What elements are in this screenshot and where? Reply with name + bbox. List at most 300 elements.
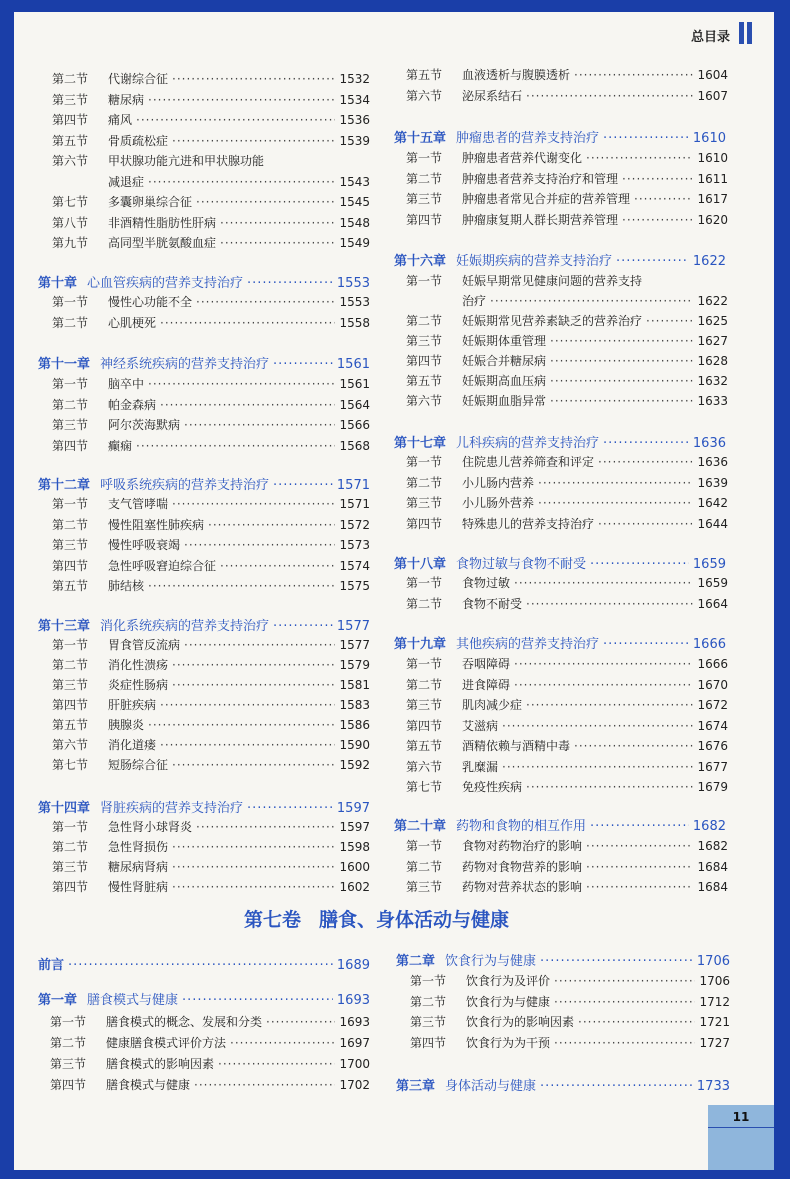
page-ref: 1577 bbox=[339, 638, 370, 652]
leader-dots bbox=[68, 958, 333, 973]
section-title: 健康膳食模式评价方法 bbox=[106, 1036, 227, 1050]
section-number: 第五节 bbox=[406, 374, 443, 388]
page-ref: 1607 bbox=[697, 89, 728, 103]
toc-section-entry bbox=[52, 676, 370, 693]
page-ref: 1642 bbox=[697, 496, 728, 510]
leader-dots bbox=[590, 557, 689, 572]
toc-section-entry bbox=[410, 1034, 730, 1051]
chapter-title: 肿瘤患者的营养支持治疗 bbox=[456, 131, 600, 146]
section-number: 第六节 bbox=[406, 759, 443, 774]
section-title: 小儿肠内营养 bbox=[462, 475, 535, 490]
leader-dots bbox=[172, 678, 335, 692]
toc-section-entry bbox=[410, 1013, 730, 1030]
section-number: 第二节 bbox=[52, 840, 89, 854]
chapter-title: 膳食模式与健康 bbox=[87, 993, 179, 1008]
leader-dots bbox=[598, 517, 693, 531]
page-ref: 1636 bbox=[697, 455, 728, 469]
toc-section-entry bbox=[406, 676, 728, 693]
leader-dots bbox=[616, 254, 689, 269]
leader-dots bbox=[578, 1015, 695, 1029]
section-title: 多囊卵巢综合征 bbox=[108, 195, 193, 209]
section-number: 第七节 bbox=[52, 758, 89, 772]
page-ref: 1558 bbox=[339, 315, 370, 330]
leader-dots bbox=[526, 698, 693, 712]
section-number: 第四节 bbox=[406, 354, 443, 368]
section-number: 第八节 bbox=[52, 215, 89, 230]
section-title: 饮食行为与健康 bbox=[466, 994, 551, 1009]
section-number: 第二节 bbox=[406, 314, 443, 328]
section-title: 进食障碍 bbox=[462, 677, 511, 692]
toc-section-entry bbox=[52, 132, 370, 149]
header-bar-decoration bbox=[747, 22, 752, 44]
page-ref: 1536 bbox=[339, 113, 370, 127]
toc-section-entry bbox=[406, 858, 728, 875]
section-title: 妊娠期血脂异常 bbox=[462, 394, 547, 408]
toc-chapter-entry bbox=[394, 553, 726, 572]
section-number: 第一节 bbox=[406, 455, 443, 469]
section-title: 甲状腺功能亢进和甲状腺功能 bbox=[108, 154, 265, 168]
leader-dots bbox=[502, 760, 693, 774]
section-number: 第二节 bbox=[406, 171, 443, 186]
section-number: 第二节 bbox=[52, 658, 89, 672]
page-ref: 1666 bbox=[692, 637, 726, 652]
leader-dots bbox=[148, 377, 335, 391]
page-ref: 1597 bbox=[336, 801, 370, 816]
toc-section-entry bbox=[406, 372, 728, 389]
section-number: 第一节 bbox=[52, 295, 89, 309]
section-title: 阿尔茨海默病 bbox=[108, 418, 181, 432]
section-title: 膳食模式的影响因素 bbox=[106, 1057, 215, 1071]
page-ref: 1579 bbox=[339, 658, 370, 672]
page-ref: 1666 bbox=[697, 657, 728, 671]
chapter-number: 第十六章 bbox=[394, 254, 447, 269]
section-number: 第四节 bbox=[52, 558, 89, 573]
toc-section-entry bbox=[406, 837, 728, 854]
section-title: 妊娠合并糖尿病 bbox=[462, 354, 547, 368]
leader-dots bbox=[247, 801, 333, 816]
leader-dots bbox=[550, 334, 693, 348]
page-ref: 1622 bbox=[697, 294, 728, 308]
section-number: 第二节 bbox=[406, 859, 443, 874]
page-ref: 1636 bbox=[692, 436, 726, 451]
toc-section-entry bbox=[52, 91, 370, 108]
page-ref: 1568 bbox=[339, 438, 370, 453]
page-ref: 1633 bbox=[697, 394, 728, 408]
toc-chapter-entry bbox=[394, 250, 726, 269]
toc-section-entry bbox=[406, 292, 728, 309]
leader-dots bbox=[603, 131, 689, 146]
leader-dots bbox=[148, 93, 335, 107]
chapter-number: 第三章 bbox=[396, 1079, 436, 1094]
section-title: 急性肾小球肾炎 bbox=[108, 820, 193, 834]
page-ref: 1548 bbox=[339, 215, 370, 230]
toc-section-entry bbox=[52, 416, 370, 433]
page-ref: 1706 bbox=[699, 974, 730, 988]
page-ref: 1632 bbox=[697, 374, 728, 388]
page-ref: 1721 bbox=[699, 1015, 730, 1029]
leader-dots bbox=[554, 995, 695, 1009]
leader-dots bbox=[598, 455, 693, 469]
toc-section-entry bbox=[406, 595, 728, 612]
leader-dots bbox=[646, 314, 693, 328]
volume-title bbox=[244, 905, 527, 932]
section-number: 第四节 bbox=[406, 516, 443, 531]
section-number: 第四节 bbox=[406, 212, 443, 227]
leader-dots bbox=[160, 738, 335, 752]
page-ref: 1592 bbox=[339, 758, 370, 772]
leader-dots bbox=[538, 476, 693, 490]
leader-dots bbox=[514, 657, 693, 671]
section-title: 消化道瘘 bbox=[108, 738, 157, 752]
toc-section-entry bbox=[52, 495, 370, 512]
toc-chapter-entry bbox=[394, 815, 726, 834]
section-number: 第三节 bbox=[50, 1057, 87, 1071]
section-number: 第五节 bbox=[52, 579, 89, 593]
leader-dots bbox=[220, 236, 335, 250]
toc-chapter-entry bbox=[38, 353, 370, 372]
page-ref: 1664 bbox=[697, 596, 728, 611]
toc-section-entry bbox=[406, 453, 728, 470]
section-title: 慢性心功能不全 bbox=[108, 295, 193, 309]
leader-dots bbox=[160, 698, 335, 712]
leader-dots bbox=[538, 496, 693, 510]
toc-chapter-entry bbox=[38, 474, 370, 493]
leader-dots bbox=[196, 195, 335, 209]
section-number: 第二节 bbox=[406, 596, 443, 611]
toc-section-entry bbox=[52, 858, 370, 875]
section-number: 第一节 bbox=[406, 274, 443, 288]
page-ref: 1610 bbox=[692, 131, 726, 146]
section-title: 饮食行为及评价 bbox=[466, 974, 551, 988]
chapter-title: 呼吸系统疾病的营养支持治疗 bbox=[100, 478, 270, 493]
leader-dots bbox=[172, 880, 335, 894]
leader-dots bbox=[182, 993, 333, 1008]
leader-dots bbox=[172, 497, 335, 511]
section-number: 第五节 bbox=[52, 133, 89, 148]
leader-dots bbox=[490, 294, 693, 308]
section-number: 第三节 bbox=[406, 334, 443, 348]
toc-chapter-entry bbox=[38, 989, 370, 1008]
page-ref: 1644 bbox=[697, 516, 728, 531]
leader-dots bbox=[603, 637, 689, 652]
section-number: 第二节 bbox=[406, 475, 443, 490]
section-title: 肝脏疾病 bbox=[108, 698, 157, 712]
chapter-number: 第一章 bbox=[38, 993, 78, 1008]
toc-chapter-entry bbox=[394, 633, 726, 652]
leader-dots bbox=[586, 880, 693, 894]
leader-dots bbox=[603, 436, 689, 451]
section-title: 糖尿病肾病 bbox=[108, 860, 169, 874]
toc-section-entry bbox=[406, 878, 728, 895]
leader-dots bbox=[550, 374, 693, 388]
section-title: 药物对食物营养的影响 bbox=[462, 859, 583, 874]
toc-section-entry bbox=[406, 696, 728, 713]
page-ref: 1583 bbox=[339, 698, 370, 712]
toc-chapter-entry bbox=[38, 615, 370, 634]
section-number: 第四节 bbox=[410, 1035, 447, 1050]
page-ref: 1572 bbox=[339, 517, 370, 532]
chapter-number: 第十九章 bbox=[394, 637, 447, 652]
toc-chapter-entry bbox=[38, 797, 370, 816]
leader-dots bbox=[273, 357, 333, 372]
chapter-number: 第十四章 bbox=[38, 801, 91, 816]
section-title: 慢性肾脏病 bbox=[108, 880, 169, 894]
section-title: 肺结核 bbox=[108, 579, 145, 593]
leader-dots bbox=[194, 1078, 335, 1092]
toc-section-entry bbox=[52, 111, 370, 128]
leader-dots bbox=[554, 1036, 695, 1050]
chapter-title: 肾脏疾病的营养支持治疗 bbox=[100, 801, 244, 816]
leader-dots bbox=[208, 518, 335, 532]
section-title: 帕金森病 bbox=[108, 397, 157, 412]
section-number: 第一节 bbox=[410, 974, 447, 988]
section-title: 食物不耐受 bbox=[462, 596, 523, 611]
toc-section-entry bbox=[406, 737, 728, 754]
leader-dots bbox=[196, 820, 335, 834]
page-ref: 1602 bbox=[339, 880, 370, 894]
toc-section-entry bbox=[52, 878, 370, 895]
toc-section-entry bbox=[52, 656, 370, 673]
section-number: 第二节 bbox=[52, 315, 89, 330]
page-ref: 1561 bbox=[339, 377, 370, 391]
volume-number: 第七卷 bbox=[244, 909, 302, 931]
page-ref: 1625 bbox=[697, 314, 728, 328]
page-ref: 1727 bbox=[699, 1035, 730, 1050]
toc-section-entry bbox=[406, 312, 728, 329]
toc-chapter-entry bbox=[38, 272, 370, 291]
page-ref: 1659 bbox=[692, 557, 726, 572]
section-number: 第四节 bbox=[52, 113, 89, 127]
leader-dots bbox=[136, 113, 335, 127]
leader-dots bbox=[574, 68, 693, 82]
toc-section-entry bbox=[52, 234, 370, 251]
leader-dots bbox=[586, 151, 693, 165]
chapter-number: 第十五章 bbox=[394, 131, 447, 146]
page-ref: 1590 bbox=[339, 738, 370, 752]
leader-dots bbox=[148, 718, 335, 732]
leader-dots bbox=[136, 439, 335, 453]
section-number: 第四节 bbox=[52, 880, 89, 894]
leader-dots bbox=[526, 597, 693, 611]
leader-dots bbox=[526, 89, 693, 103]
page-ref: 1733 bbox=[696, 1079, 730, 1094]
leader-dots bbox=[184, 638, 335, 652]
toc-section-entry bbox=[52, 838, 370, 855]
section-title: 高同型半胱氨酸血症 bbox=[108, 236, 217, 250]
section-number: 第五节 bbox=[406, 68, 443, 82]
page-ref: 1575 bbox=[339, 579, 370, 593]
toc-section-entry bbox=[52, 193, 370, 210]
section-title: 非酒精性脂肪性肝病 bbox=[108, 215, 217, 230]
leader-dots bbox=[220, 559, 335, 573]
section-number: 第二节 bbox=[406, 677, 443, 692]
toc-chapter-entry bbox=[396, 950, 730, 969]
page-ref: 1670 bbox=[697, 677, 728, 692]
section-title: 心肌梗死 bbox=[108, 315, 157, 330]
section-number: 第二节 bbox=[52, 517, 89, 532]
section-number: 第一节 bbox=[406, 657, 443, 671]
page-ref: 1566 bbox=[339, 418, 370, 432]
section-title: 饮食行为的影响因素 bbox=[466, 1015, 575, 1029]
leader-dots bbox=[247, 276, 333, 291]
toc-section-entry bbox=[52, 314, 370, 331]
chapter-number: 第十章 bbox=[38, 276, 78, 291]
section-number: 第二节 bbox=[52, 397, 89, 412]
section-title: 酒精依赖与酒精中毒 bbox=[462, 739, 571, 753]
toc-section-entry bbox=[52, 736, 370, 753]
chapter-title: 其他疾病的营养支持治疗 bbox=[456, 637, 600, 652]
chapter-title: 妊娠期疾病的营养支持治疗 bbox=[456, 254, 613, 269]
section-title: 妊娠早期常见健康问题的营养支持 bbox=[462, 274, 643, 288]
leader-dots bbox=[172, 758, 335, 772]
chapter-number: 第十三章 bbox=[38, 619, 91, 634]
section-number: 第一节 bbox=[406, 576, 443, 590]
section-number: 第二节 bbox=[50, 1036, 87, 1050]
section-title: 消化性溃疡 bbox=[108, 658, 169, 672]
section-number: 第三节 bbox=[406, 192, 443, 206]
section-number: 第七节 bbox=[52, 195, 89, 209]
section-title: 药物对营养状态的影响 bbox=[462, 880, 583, 894]
page-ref: 1659 bbox=[697, 576, 728, 590]
toc-section-entry bbox=[406, 170, 728, 187]
page-ref: 1543 bbox=[339, 174, 370, 189]
leader-dots bbox=[590, 819, 689, 834]
page-ref: 1549 bbox=[339, 236, 370, 250]
section-number: 第六节 bbox=[406, 89, 443, 103]
header-bar-decoration bbox=[739, 22, 744, 44]
section-title: 艾滋病 bbox=[462, 718, 499, 733]
leader-dots bbox=[184, 538, 335, 552]
chapter-title: 神经系统疾病的营养支持治疗 bbox=[100, 357, 270, 372]
chapter-title: 儿科疾病的营养支持治疗 bbox=[456, 436, 600, 451]
section-title: 妊娠期高血压病 bbox=[462, 374, 547, 388]
leader-dots bbox=[160, 398, 335, 412]
toc-page bbox=[14, 12, 774, 1170]
chapter-number: 第二十章 bbox=[394, 819, 447, 834]
toc-section-entry bbox=[52, 557, 370, 574]
section-title: 妊娠期体重管理 bbox=[462, 334, 547, 348]
leader-dots bbox=[586, 839, 693, 853]
toc-section-entry bbox=[406, 778, 728, 795]
toc-section-entry bbox=[52, 636, 370, 653]
chapter-title: 心血管疾病的营养支持治疗 bbox=[87, 276, 244, 291]
leader-dots bbox=[586, 860, 693, 874]
page-ref: 1577 bbox=[336, 619, 370, 634]
leader-dots bbox=[273, 478, 333, 493]
toc-section-entry bbox=[406, 474, 728, 491]
page-ref: 1684 bbox=[697, 880, 728, 894]
leader-dots bbox=[230, 1036, 335, 1050]
section-title: 食物对药物治疗的影响 bbox=[462, 839, 583, 853]
leader-dots bbox=[502, 719, 693, 733]
section-number: 第四节 bbox=[406, 718, 443, 733]
page-ref: 1553 bbox=[336, 276, 370, 291]
page-ref: 1682 bbox=[697, 839, 728, 853]
section-title: 肿瘤康复期人群长期营养管理 bbox=[462, 212, 619, 227]
toc-chapter-entry bbox=[394, 432, 726, 451]
toc-section-entry bbox=[52, 818, 370, 835]
leader-dots bbox=[172, 134, 335, 148]
section-title: 胰腺炎 bbox=[108, 718, 145, 732]
toc-section-entry bbox=[52, 536, 370, 553]
toc-section-entry bbox=[52, 173, 370, 190]
leader-dots bbox=[526, 780, 693, 794]
section-title: 妊娠期常见营养素缺乏的营养治疗 bbox=[462, 314, 643, 328]
section-number: 第一节 bbox=[50, 1015, 87, 1029]
chapter-title: 身体活动与健康 bbox=[445, 1079, 537, 1094]
chapter-number: 第十二章 bbox=[38, 478, 91, 493]
toc-section-entry bbox=[406, 392, 728, 409]
section-number: 第三节 bbox=[52, 860, 89, 874]
page-ref: 1676 bbox=[697, 739, 728, 753]
section-number: 第三节 bbox=[406, 496, 443, 510]
page-ref: 1672 bbox=[697, 698, 728, 712]
page-ref: 1620 bbox=[697, 212, 728, 227]
section-title: 脑卒中 bbox=[108, 377, 145, 391]
page-ref: 1571 bbox=[336, 478, 370, 493]
section-title: 肿瘤患者营养支持治疗和管理 bbox=[462, 171, 619, 186]
page-ref: 1622 bbox=[692, 254, 726, 269]
toc-section-entry bbox=[406, 574, 728, 591]
page-ref: 1712 bbox=[699, 994, 730, 1009]
toc-section-entry bbox=[406, 515, 728, 532]
section-number: 第七节 bbox=[406, 780, 443, 794]
chapter-number: 第二章 bbox=[396, 954, 436, 969]
page-ref: 1571 bbox=[339, 497, 370, 511]
section-number: 第一节 bbox=[52, 820, 89, 834]
section-number: 第五节 bbox=[52, 718, 89, 732]
leader-dots bbox=[148, 175, 335, 189]
page-ref: 1639 bbox=[697, 475, 728, 490]
toc-section-entry bbox=[52, 696, 370, 713]
page-ref: 1574 bbox=[339, 558, 370, 573]
toc-section-entry bbox=[406, 352, 728, 369]
leader-dots bbox=[550, 394, 693, 408]
leader-dots bbox=[540, 1079, 693, 1094]
page-ref: 1581 bbox=[339, 678, 370, 692]
chapter-title: 消化系统疾病的营养支持治疗 bbox=[100, 619, 270, 634]
leader-dots bbox=[622, 172, 693, 186]
leader-dots bbox=[540, 954, 693, 969]
page-ref: 1700 bbox=[339, 1057, 370, 1071]
toc-section-entry bbox=[406, 66, 728, 83]
section-title: 血液透析与腹膜透析 bbox=[462, 68, 571, 82]
page-ref: 1573 bbox=[339, 538, 370, 552]
section-title: 吞咽障碍 bbox=[462, 657, 511, 671]
section-title: 饮食行为为干预 bbox=[466, 1035, 551, 1050]
page-ref: 1628 bbox=[697, 354, 728, 368]
section-title: 短肠综合征 bbox=[108, 758, 169, 772]
section-number: 第一节 bbox=[406, 839, 443, 853]
leader-dots bbox=[220, 216, 335, 230]
page-ref: 1617 bbox=[697, 192, 728, 206]
page-ref: 1539 bbox=[339, 133, 370, 148]
toc-section-entry bbox=[50, 1013, 370, 1030]
section-title: 减退症 bbox=[108, 174, 145, 189]
page-ref: 1586 bbox=[339, 718, 370, 732]
toc-section-entry bbox=[406, 190, 728, 207]
page-ref: 1604 bbox=[697, 68, 728, 82]
section-title: 特殊患儿的营养支持治疗 bbox=[462, 516, 595, 531]
toc-section-entry bbox=[410, 993, 730, 1010]
section-number: 第二节 bbox=[410, 994, 447, 1009]
section-title: 膳食模式与健康 bbox=[106, 1078, 191, 1092]
section-number: 第三节 bbox=[406, 698, 443, 712]
section-number: 第四节 bbox=[52, 438, 89, 453]
toc-section-entry bbox=[52, 756, 370, 773]
section-number: 第三节 bbox=[52, 538, 89, 552]
toc-chapter-entry bbox=[396, 1075, 730, 1094]
